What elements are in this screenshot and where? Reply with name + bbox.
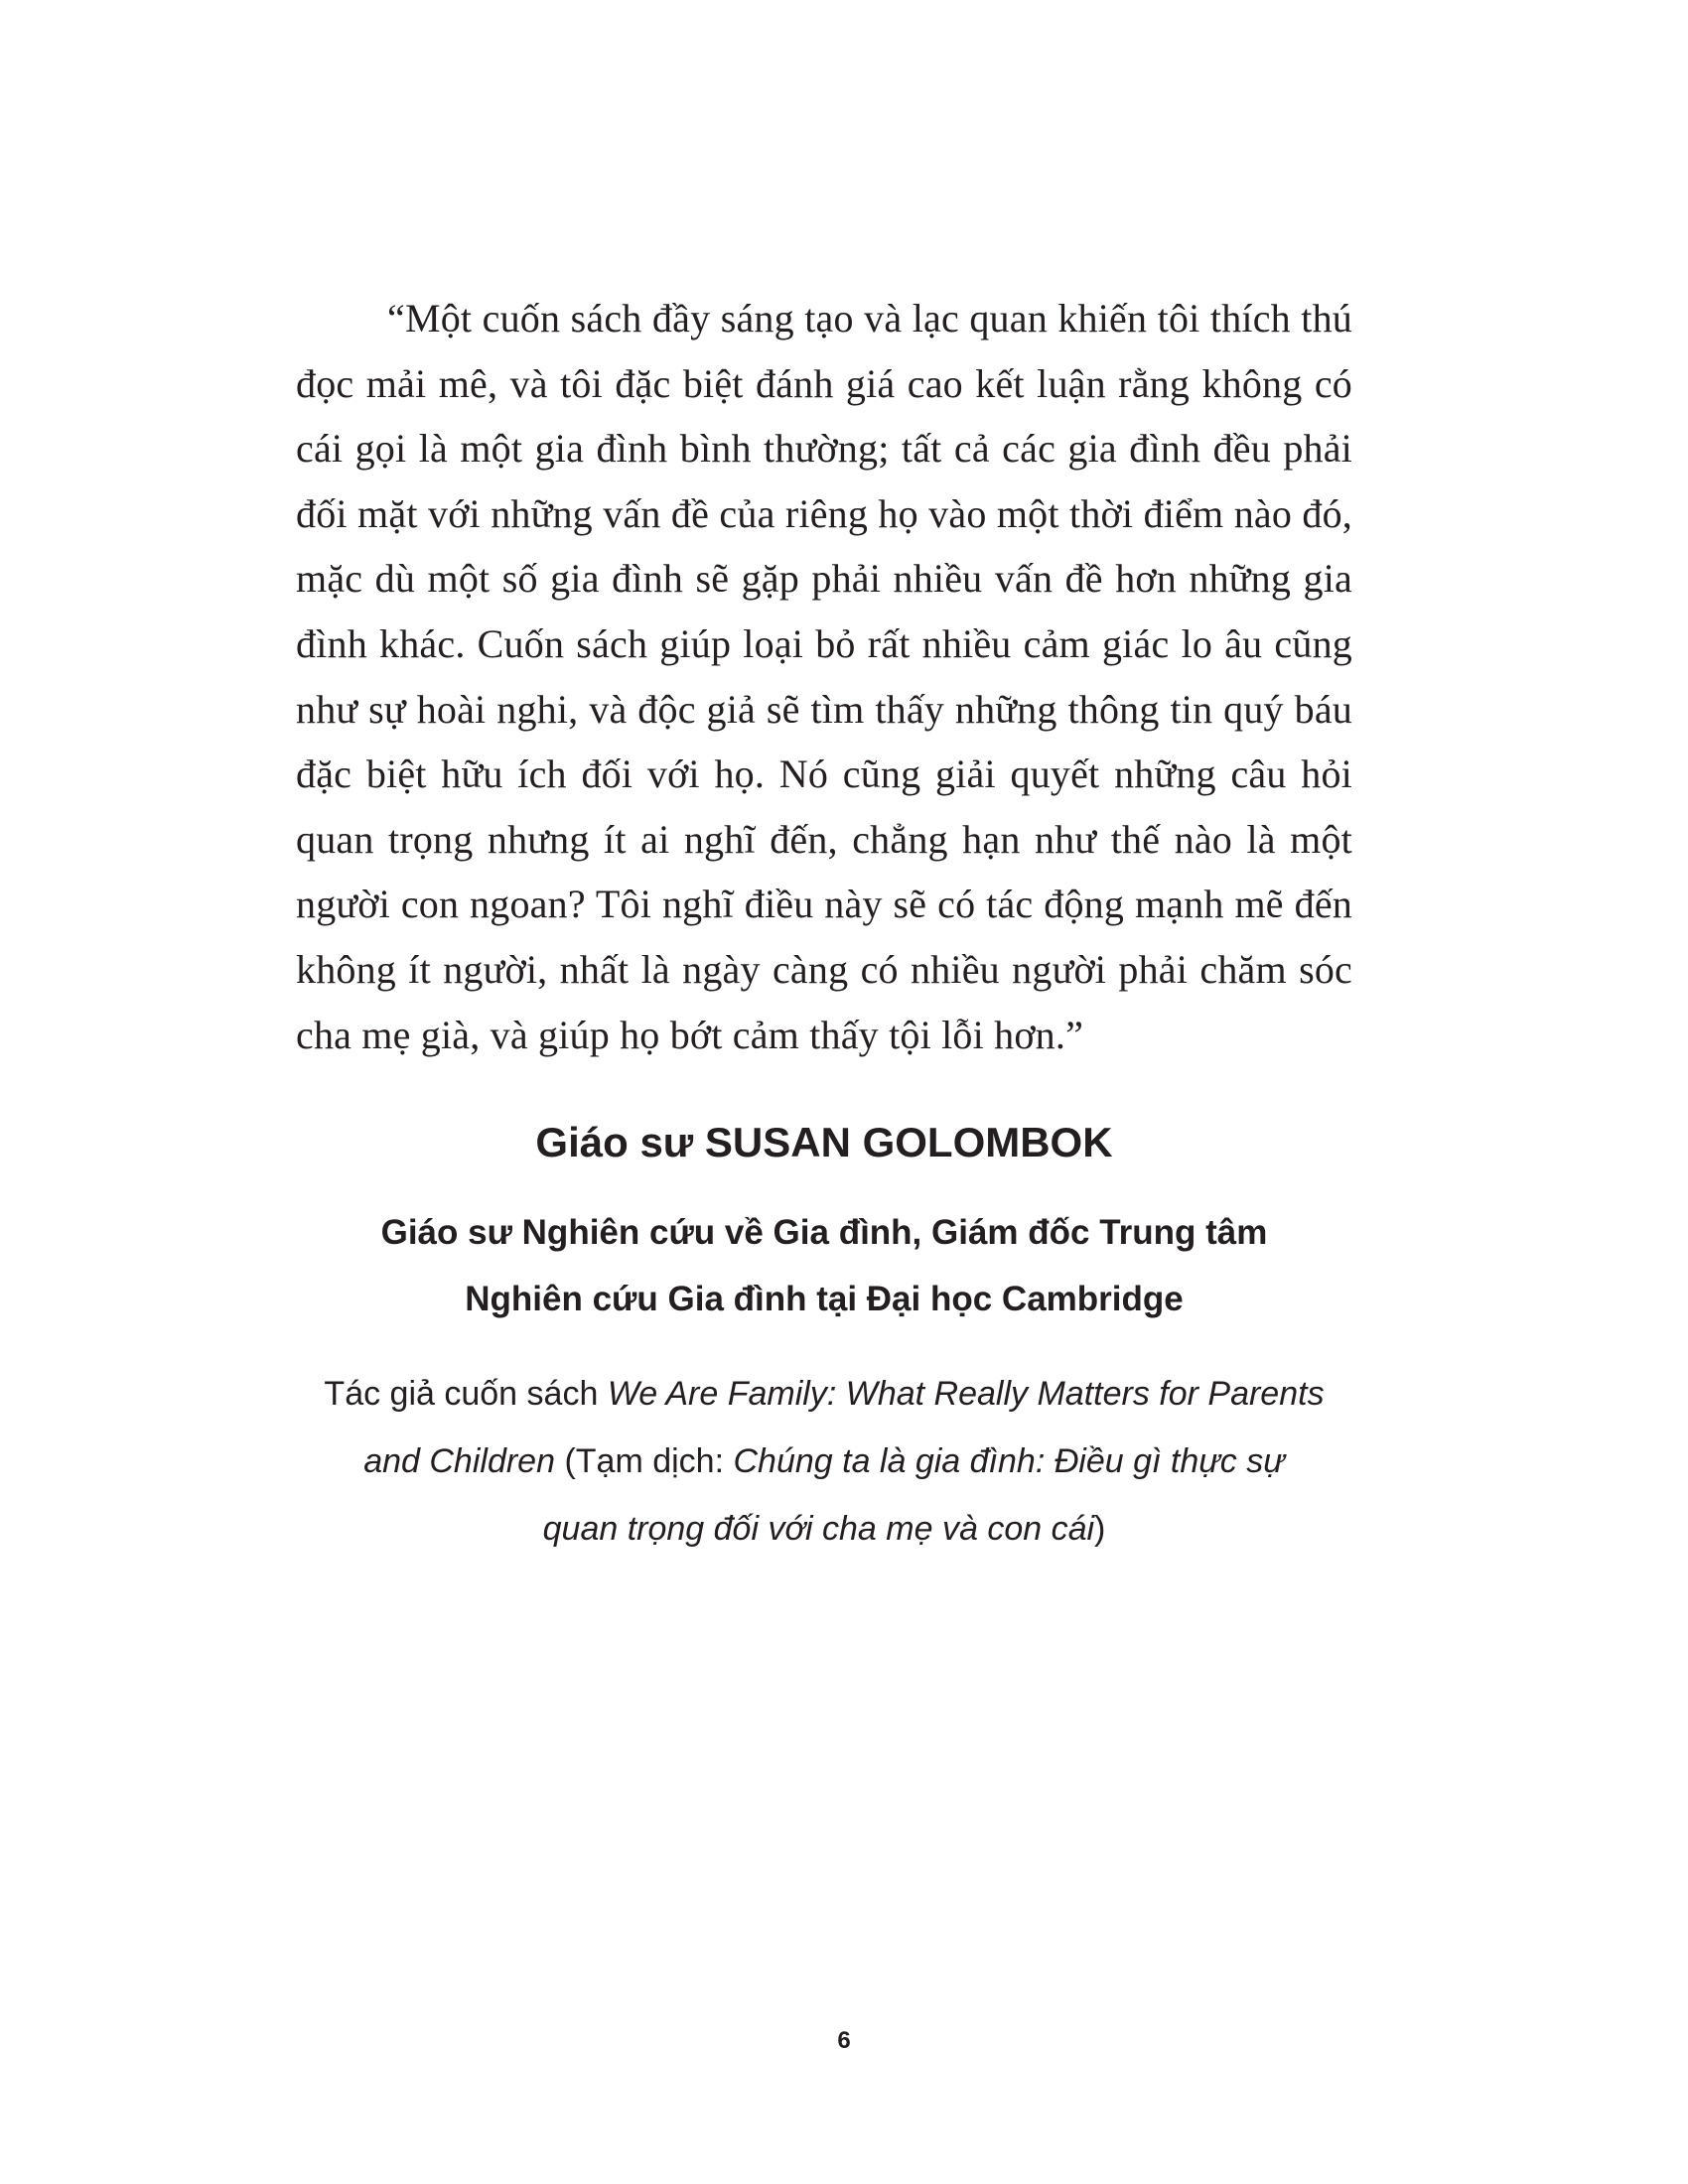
author-note-middle: (Tạm dịch: — [555, 1442, 734, 1481]
attribution-name: Giáo sư SUSAN GOLOMBOK — [535, 1119, 1113, 1166]
book-title-english: We Are Family: What Really Matters for Parents and Children — [363, 1375, 1325, 1481]
book-title-vietnamese: Chúng ta là gia đình: Điều gì thực sự quan trọng đối với cha mẹ và con cái — [542, 1442, 1285, 1549]
testimonial-quote: “Một cuốn sách đầy sáng tạo và lạc quan khiến tôi thích thú đọc mải mê, và tôi đặc biệt đánh giá cao kết luận rằng không có cái gọi là một gia đình bình thường; tất cả các gia đình đều phải đối mặt với những vấn đề của riêng họ vào một thời điểm nào đó, mặc dù một số gia đình sẽ gặp phải nhiều vấn đề hơn những gia đình khác. Cuốn sách giúp loại bỏ rất nhiều cảm giác lo âu cũng như sự hoài nghi, và độc giả sẽ tìm thấy những thông tin quý báu đặc biệt hữu ích đối với họ. Nó cũng giải quyết những câu hỏi quan trọng nhưng ít ai nghĩ đến, chẳng hạn như thế nào là một người con ngoan? Tôi nghĩ điều này sẽ có tác động mạnh mẽ đến không ít người, nhất là ngày càng có nhiều người phải chăm sóc cha mẹ già, và giúp họ bớt cảm thấy tội lỗi hơn.” — [296, 296, 1352, 1057]
page-number: 6 — [837, 2027, 851, 2054]
author-note — [323, 1360, 1326, 1563]
book-page-content — [296, 286, 1352, 1563]
author-note-prefix: Tác giả cuốn sách — [324, 1375, 608, 1414]
attribution-title: Giáo sư Nghiên cứu về Gia đình, Giám đốc Trung tâm Nghiên cứu Gia đình tại Đại học Cambridge — [380, 1213, 1268, 1318]
author-note-suffix: ) — [1094, 1510, 1106, 1549]
